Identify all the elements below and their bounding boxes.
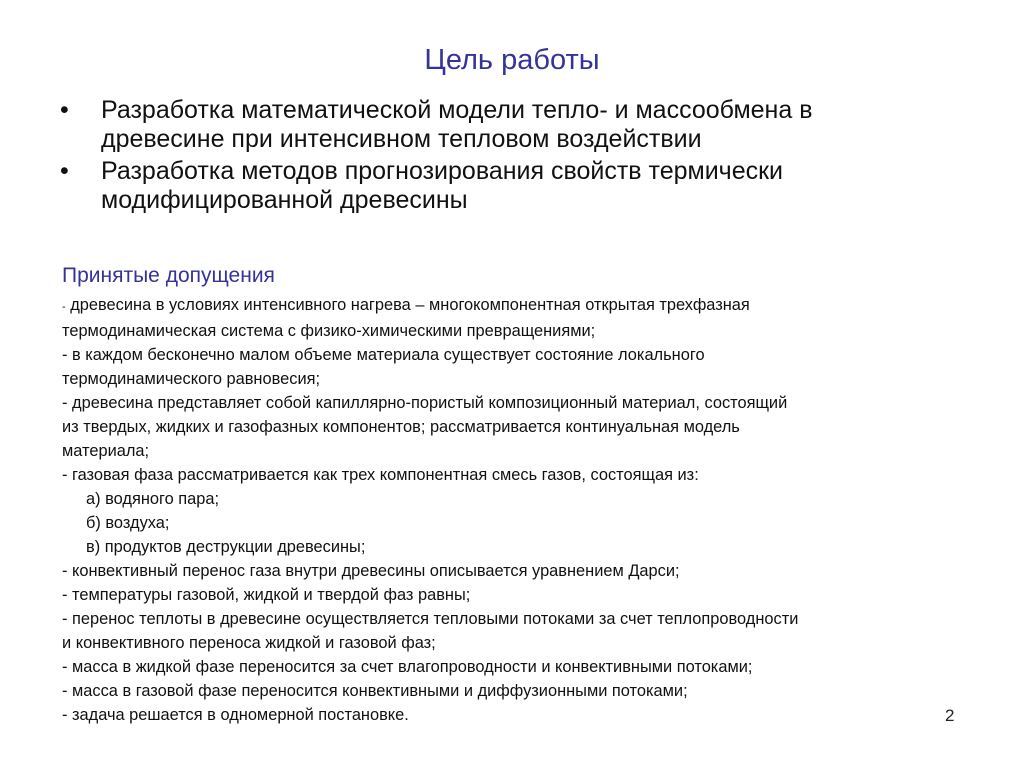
assumption-line: термодинамическая система с физико-химическими превращениями;	[62, 322, 596, 340]
assumption-line: - масса в газовой фазе переносится конвективными и диффузионными потоками;	[62, 682, 688, 700]
goals-list	[60, 96, 960, 218]
page-number: 2	[945, 706, 955, 725]
goal-line: модифицированной древесины	[101, 186, 468, 214]
assumptions-section	[62, 259, 982, 727]
assumption-line: - газовая фаза рассматривается как трех компонентная смесь газов, состоящая из:	[62, 466, 699, 484]
assumption-line: из твердых, жидких и газофазных компонентов; рассматривается континуальная модель	[62, 418, 740, 436]
assumption-line: материала;	[62, 442, 150, 460]
goal-line: древесине при интенсивном тепловом воздействии	[101, 125, 702, 153]
assumption-line	[62, 293, 982, 319]
goal-line: Разработка математической модели тепло- и массообмена в	[101, 96, 813, 124]
assumption-line: - масса в жидкой фазе переносится за счет влагопроводности и конвективными потоками;	[62, 658, 753, 676]
assumption-subitem: а) водяного пара;	[86, 490, 220, 508]
slide-title: Цель работы	[424, 44, 600, 76]
goal-line: Разработка методов прогнозирования свойств термически	[101, 157, 783, 185]
bullet-icon: •	[60, 96, 69, 124]
assumption-line: - конвективный перенос газа внутри древесины описывается уравнением Дарси;	[62, 562, 680, 580]
assumption-line: термодинамического равновесия;	[62, 370, 321, 388]
assumption-line: - древесина представляет собой капиллярно-пористый композиционный материал, состоящий	[62, 394, 788, 412]
assumption-line: - перенос теплоты в древесине осуществляется тепловыми потоками за счет теплопроводности	[62, 610, 799, 628]
assumption-line: - в каждом бесконечно малом объеме материала существует состояние локального	[62, 346, 705, 364]
assumption-line: - задача решается в одномерной постановке.	[62, 706, 409, 724]
bullet-icon: •	[60, 157, 69, 185]
assumption-dash: -	[62, 301, 66, 313]
goal-item	[60, 96, 960, 154]
assumption-subitem: б) воздуха;	[86, 514, 170, 532]
assumption-subitem: в) продуктов деструкции древесины;	[86, 538, 366, 556]
assumption-text: древесина в условиях интенсивного нагрева – многокомпонентная открытая трехфазная	[65, 296, 750, 314]
assumption-line: - температуры газовой, жидкой и твердой фаз равны;	[62, 586, 471, 604]
assumption-line: и конвективного переноса жидкой и газовой фаз;	[62, 634, 436, 652]
assumptions-title: Принятые допущения	[62, 264, 275, 287]
goal-item	[60, 157, 960, 215]
